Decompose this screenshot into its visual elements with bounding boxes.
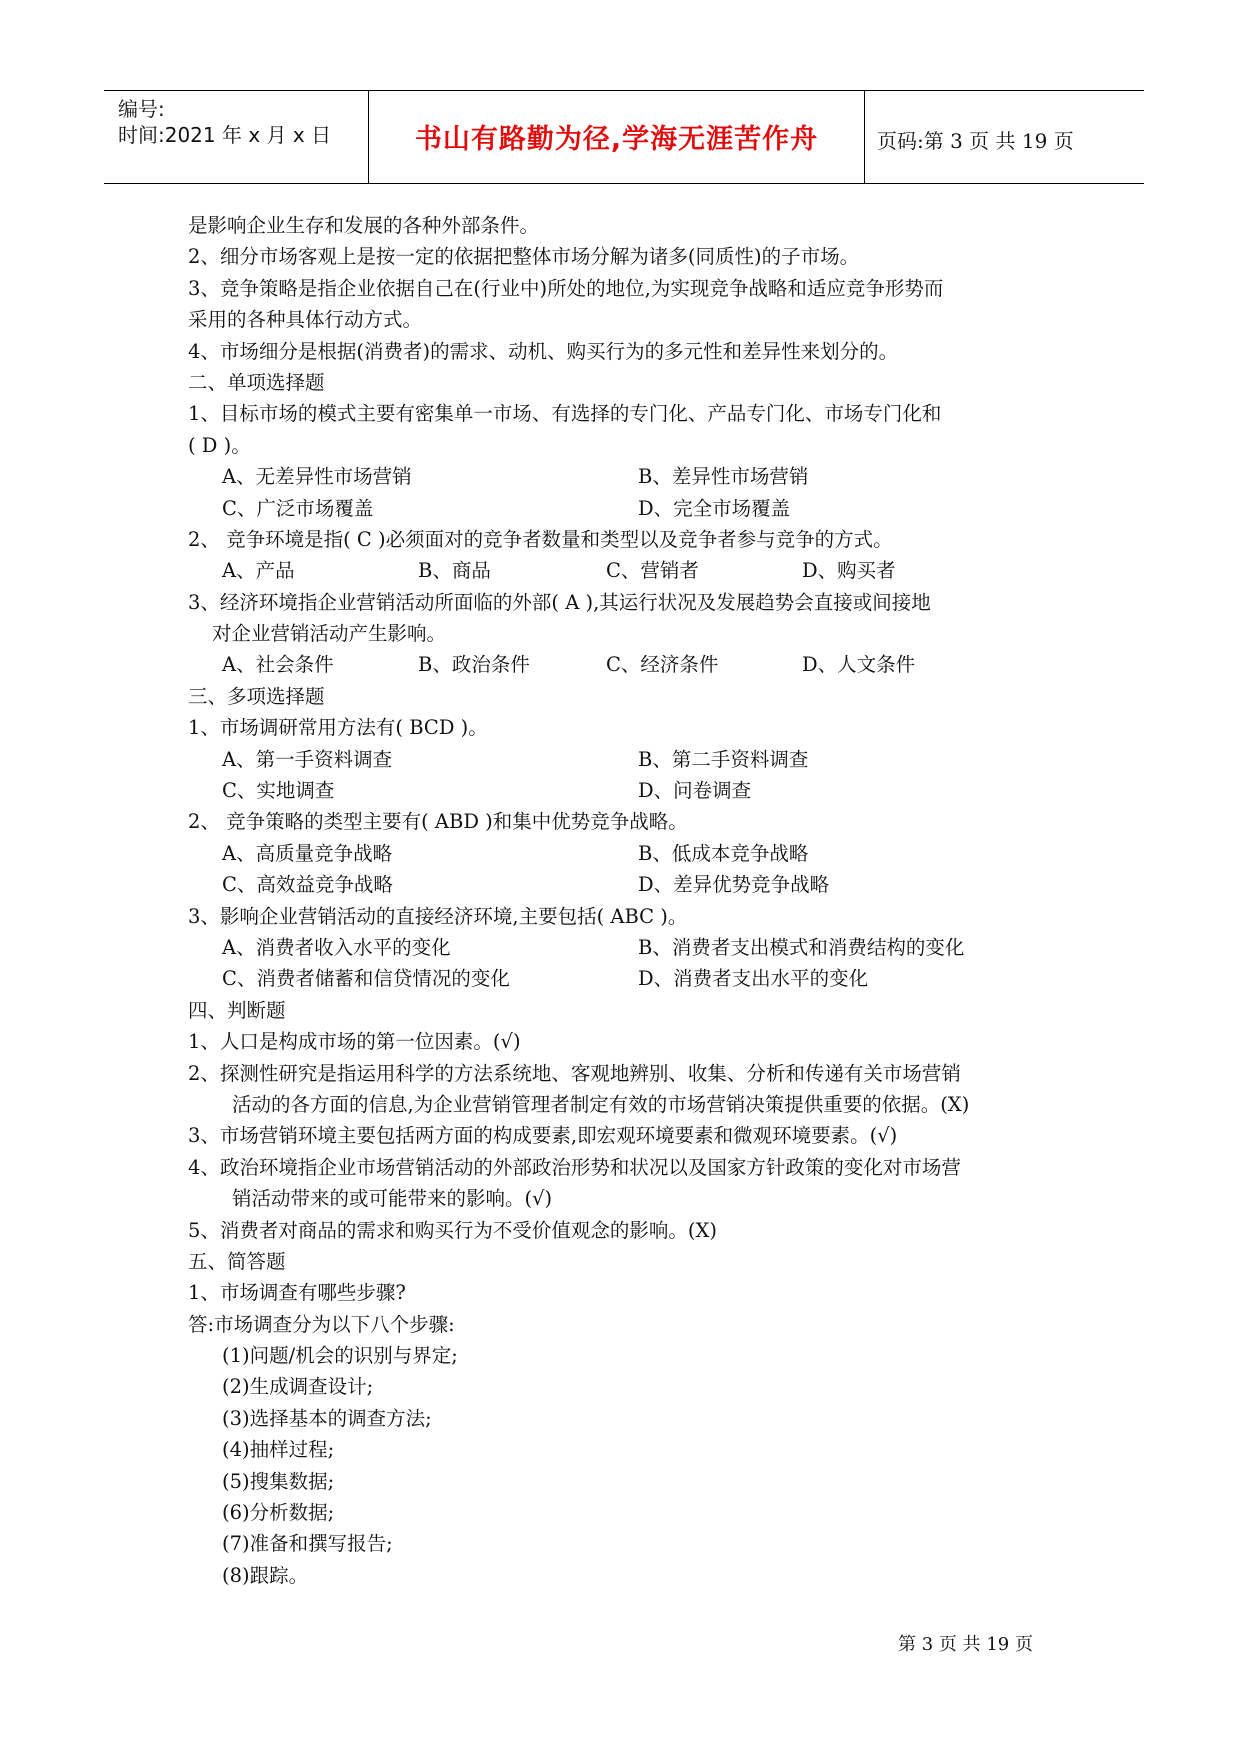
header-page-info: 页码:第 3 页 共 19 页: [877, 129, 1074, 153]
section-heading: 四、判断题: [188, 998, 286, 1022]
answer-step: (2)生成调查设计;: [222, 1375, 374, 1399]
option-row: [188, 744, 1068, 775]
answer-line: 答:市场调查分为以下八个步骤:: [188, 1312, 455, 1336]
option-d: D、消费者支出水平的变化: [638, 967, 869, 991]
section-heading: 三、多项选择题: [188, 684, 325, 708]
option-a: A、社会条件: [222, 653, 334, 677]
question-line: 2、 竞争策略的类型主要有( ABD )和集中优势竞争战略。: [188, 810, 688, 834]
header-motto-cell: [369, 91, 865, 183]
option-row: [188, 555, 1068, 586]
answer-step: (8)跟踪。: [222, 1563, 309, 1587]
option-c: C、经济条件: [606, 653, 719, 677]
question-line: 3、经济环境指企业营销活动所面临的外部( A ),其运行状况及发展趋势会直接或间接地: [188, 590, 931, 614]
option-c: C、营销者: [606, 559, 699, 583]
section-heading: 五、简答题: [188, 1249, 286, 1273]
judgement-line: 1、人口是构成市场的第一位因素。(√): [188, 1030, 521, 1054]
judgement-line: 销活动带来的或可能带来的影响。(√): [232, 1187, 553, 1211]
option-row: [188, 838, 1068, 869]
option-b: B、商品: [418, 559, 491, 583]
header-page-cell: [865, 91, 1144, 183]
option-b: B、消费者支出模式和消费结构的变化: [638, 935, 965, 959]
option-a: A、第一手资料调查: [222, 747, 393, 771]
question-line: 3、影响企业营销活动的直接经济环境,主要包括( ABC )。: [188, 904, 688, 928]
motto: 书山有路勤为径,学海无涯苦作舟: [414, 124, 819, 155]
question-line: 1、目标市场的模式主要有密集单一市场、有选择的专门化、产品专门化、市场专门化和: [188, 402, 942, 426]
option-a: A、高质量竞争战略: [222, 841, 393, 865]
judgement-line: 5、消费者对商品的需求和购买行为不受价值观念的影响。(X): [188, 1218, 718, 1242]
text-line: 4、市场细分是根据(消费者)的需求、动机、购买行为的多元性和差异性来划分的。: [188, 339, 899, 363]
option-c: C、高效益竞争战略: [222, 873, 393, 897]
option-a: A、无差异性市场营销: [222, 465, 412, 489]
section-heading: 二、单项选择题: [188, 370, 325, 394]
header-left-cell: [104, 91, 369, 183]
option-row: [188, 963, 1068, 994]
option-row: [188, 775, 1068, 806]
option-row: [188, 461, 1068, 492]
page-header: [104, 90, 1144, 184]
time-label: 时间:2021 年 x 月 x 日: [118, 123, 332, 147]
option-row: [188, 649, 1068, 680]
judgement-line: 3、市场营销环境主要包括两方面的构成要素,即宏观环境要素和微观环境要素。(√): [188, 1124, 898, 1148]
option-d: D、购买者: [802, 559, 896, 583]
document-body: [188, 210, 1068, 1591]
option-b: B、差异性市场营销: [638, 465, 809, 489]
answer-step: (7)准备和撰写报告;: [222, 1532, 393, 1556]
judgement-line: 4、政治环境指企业市场营销活动的外部政治形势和状况以及国家方针政策的变化对市场营: [188, 1155, 961, 1179]
question-line: 对企业营销活动产生影响。: [212, 622, 447, 646]
judgement-line: 2、探测性研究是指运用科学的方法系统地、客观地辨别、收集、分析和传递有关市场营销: [188, 1061, 961, 1085]
option-b: B、第二手资料调查: [638, 747, 809, 771]
judgement-line: 活动的各方面的信息,为企业营销管理者制定有效的市场营销决策提供重要的依据。(X): [232, 1092, 970, 1116]
answer-step: (1)问题/机会的识别与界定;: [222, 1344, 458, 1368]
option-b: B、低成本竞争战略: [638, 841, 809, 865]
option-a: A、产品: [222, 559, 295, 583]
option-c: C、广泛市场覆盖: [222, 496, 374, 520]
option-row: [188, 493, 1068, 524]
number-label: 编号:: [118, 97, 165, 121]
text-line: 2、细分市场客观上是按一定的依据把整体市场分解为诸多(同质性)的子市场。: [188, 245, 860, 269]
question-line: ( D )。: [188, 433, 251, 457]
text-line: 采用的各种具体行动方式。: [188, 308, 423, 332]
option-d: D、问卷调查: [638, 779, 752, 803]
page-footer: 第 3 页 共 19 页: [898, 1634, 1033, 1655]
option-c: C、消费者储蓄和信贷情况的变化: [222, 967, 510, 991]
text-line: 3、竞争策略是指企业依据自己在(行业中)所处的地位,为实现竞争战略和适应竞争形势而: [188, 276, 944, 300]
question-line: 2、 竞争环境是指( C )必须面对的竞争者数量和类型以及竞争者参与竞争的方式。: [188, 527, 893, 551]
answer-step: (3)选择基本的调查方法;: [222, 1406, 432, 1430]
option-d: D、差异优势竞争战略: [638, 873, 830, 897]
question-line: 1、市场调研常用方法有( BCD )。: [188, 716, 488, 740]
answer-step: (6)分析数据;: [222, 1501, 335, 1525]
option-row: [188, 932, 1068, 963]
question-line: 1、市场调查有哪些步骤?: [188, 1281, 406, 1305]
option-row: [188, 869, 1068, 900]
text-line: 是影响企业生存和发展的各种外部条件。: [188, 214, 540, 237]
option-c: C、实地调查: [222, 779, 335, 803]
option-b: B、政治条件: [418, 653, 530, 677]
option-d: D、人文条件: [802, 653, 916, 677]
answer-step: (5)搜集数据;: [222, 1469, 335, 1493]
option-d: D、完全市场覆盖: [638, 496, 791, 520]
answer-step: (4)抽样过程;: [222, 1438, 335, 1462]
option-a: A、消费者收入水平的变化: [222, 935, 451, 959]
